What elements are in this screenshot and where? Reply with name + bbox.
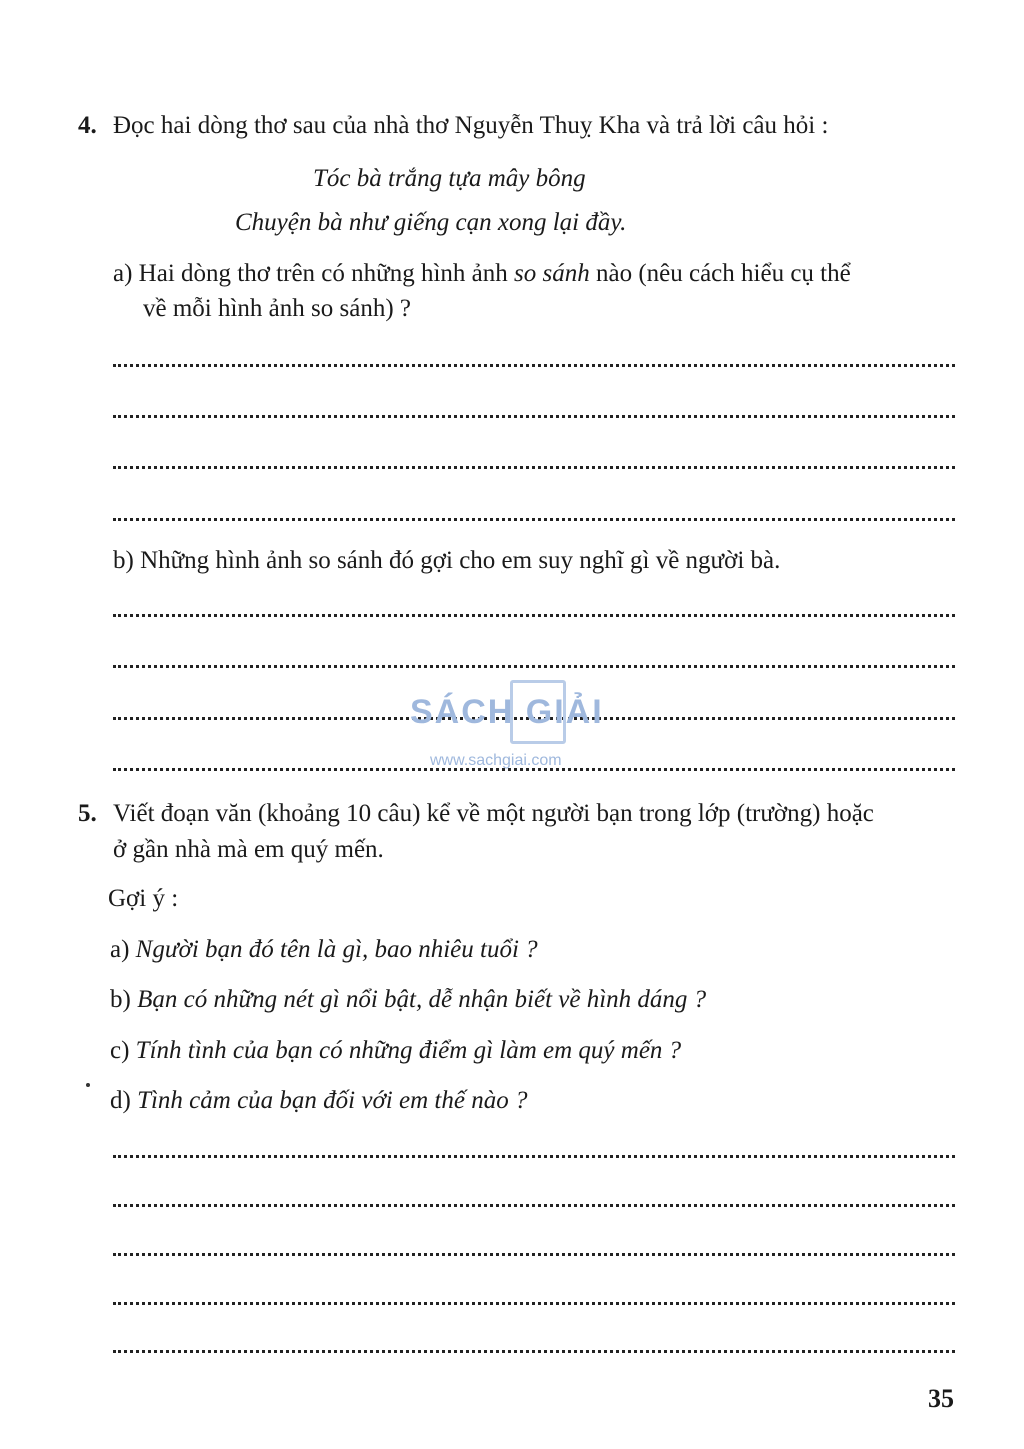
poem-line-1: Tóc bà trắng tựa mây bông — [313, 165, 586, 192]
hint-item — [110, 1033, 681, 1069]
hint-item — [110, 1083, 527, 1119]
answer-line[interactable] — [113, 364, 955, 367]
question-5-prompt-line-2: ở gần nhà mà em quý mến. — [113, 836, 384, 863]
answer-line[interactable] — [113, 466, 955, 469]
hint-marker: c) — [110, 1037, 136, 1064]
answer-line[interactable] — [113, 614, 955, 617]
hint-text: Tính tình của bạn có những điểm gì làm em quý mến ? — [135, 1037, 682, 1064]
hint-item — [110, 982, 706, 1018]
hint-marker: b) — [110, 986, 138, 1013]
answer-line[interactable] — [113, 415, 955, 418]
question-4a — [113, 256, 851, 292]
answer-line[interactable] — [113, 1350, 955, 1353]
question-4-number: 4. — [78, 112, 97, 139]
question-4a-line-2: về mỗi hình ảnh so sánh) ? — [143, 295, 412, 322]
answer-line[interactable] — [113, 665, 955, 668]
question-4a-suffix: nào (nêu cách hiểu cụ thể — [589, 260, 851, 287]
hint-text: Bạn có những nét gì nổi bật, dễ nhận biết về hình dáng ? — [137, 986, 707, 1013]
question-5-prompt-line-1: Viết đoạn văn (khoảng 10 câu) kể về một người bạn trong lớp (trường) hoặc — [113, 800, 874, 827]
poem-line-2: Chuyện bà như giếng cạn xong lại đầy. — [235, 209, 627, 236]
answer-line[interactable] — [113, 1155, 955, 1158]
question-4a-prefix: a) Hai dòng thơ trên có những hình ảnh — [113, 260, 514, 287]
hint-text: Người bạn đó tên là gì, bao nhiêu tuổi ? — [135, 936, 538, 963]
answer-line[interactable] — [113, 1204, 955, 1207]
hint-marker: d) — [110, 1087, 138, 1114]
answer-line[interactable] — [113, 1253, 955, 1256]
answer-line[interactable] — [113, 518, 955, 521]
question-4a-italic: so sánh — [514, 260, 590, 287]
hint-marker: a) — [110, 936, 136, 963]
question-4-prompt: Đọc hai dòng thơ sau của nhà thơ Nguyễn Thuỵ Kha và trả lời câu hỏi : — [113, 112, 829, 139]
hint-item — [110, 932, 538, 968]
hint-text: Tình cảm của bạn đối với em thế nào ? — [137, 1087, 528, 1114]
question-4b: b) Những hình ảnh so sánh đó gợi cho em suy nghĩ gì về người bà. — [113, 547, 781, 574]
watermark-logo: SÁCH GIẢI — [410, 693, 604, 731]
hint-label: Gợi ý : — [108, 885, 179, 912]
question-5-number: 5. — [78, 800, 97, 827]
stray-ink-dot — [86, 1083, 90, 1087]
answer-line[interactable] — [113, 1302, 955, 1305]
watermark-url: www.sachgiai.com — [430, 752, 562, 769]
page-number: 35 — [928, 1384, 954, 1413]
